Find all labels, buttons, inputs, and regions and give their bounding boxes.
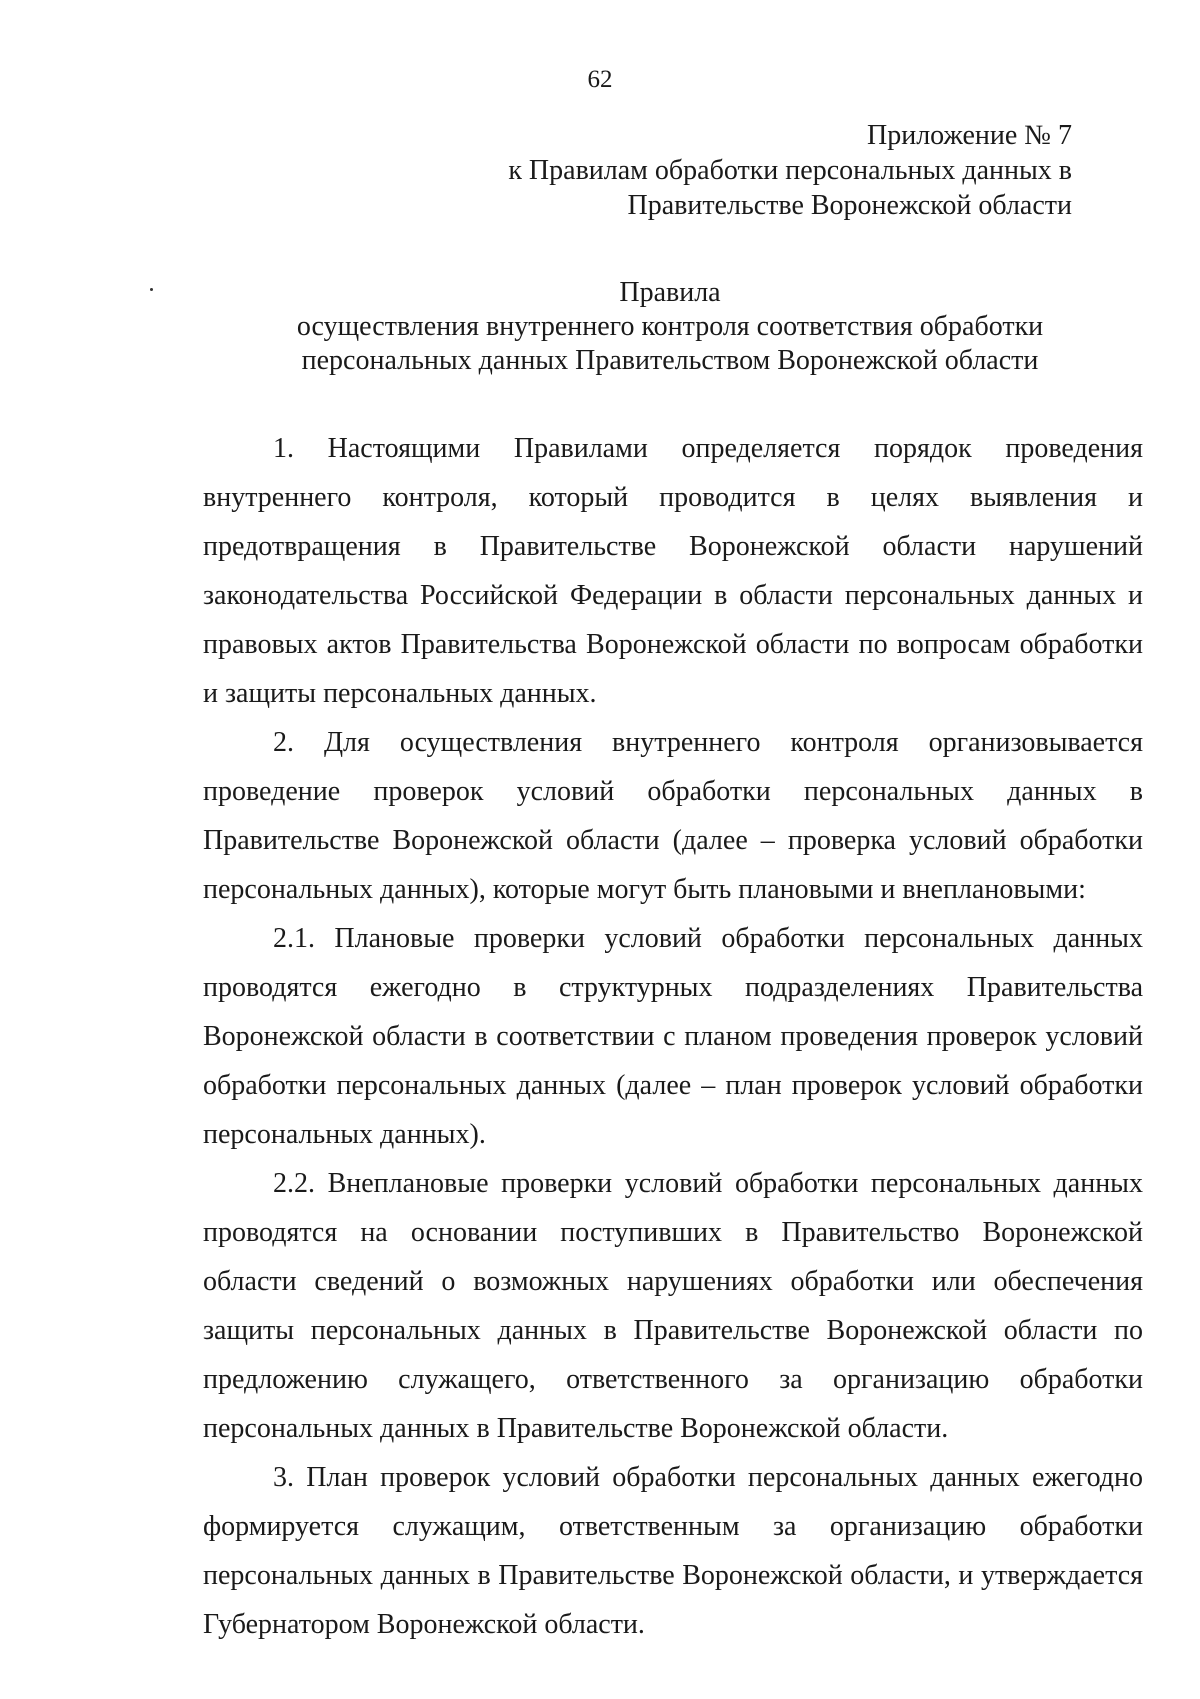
appendix-line-1: Приложение № 7 xyxy=(867,120,1072,151)
title-line-3: персональных данных Правительством Воронежской области xyxy=(301,345,1039,376)
title-line-1: Правила xyxy=(619,277,721,308)
appendix-line-2: к Правилам обработки персональных данных в xyxy=(508,155,1072,186)
paragraph-2-2: 2.2. Внеплановые проверки условий обработки персональных данных проводятся на основании поступивших в Правительство Воронежской области сведений о возможных нарушениях обработки или обеспечения защиты персональных данных в Правительстве Воронежской области по предложению служащего, ответственного за организацию обработки персональных данных в Правительстве Воронежской области. xyxy=(203,1168,1143,1444)
appendix-header xyxy=(372,118,1072,223)
scan-speck xyxy=(150,288,153,291)
paragraph-2: 2. Для осуществления внутреннего контроля организовывается проведение проверок условий обработки персональных данных в Правительстве Воронежской области (далее – проверка условий обработки персональных данных), которые могут быть плановыми и внеплановыми: xyxy=(203,727,1143,905)
paragraph-2-1: 2.1. Плановые проверки условий обработки персональных данных проводятся ежегодно в структурных подразделениях Правительства Воронежской области в соответствии с планом проведения проверок условий обработки персональных данных (далее – план проверок условий обработки персональных данных). xyxy=(203,923,1143,1150)
paragraph-1: 1. Настоящими Правилами определяется порядок проведения внутреннего контроля, который проводится в целях выявления и предотвращения в Правительстве Воронежской области нарушений законодательства Российской Федерации в области персональных данных и правовых актов Правительства Воронежской области по вопросам обработки и защиты персональных данных. xyxy=(203,433,1143,709)
title-line-2: осуществления внутреннего контроля соответствия обработки xyxy=(296,311,1044,342)
document-title xyxy=(200,276,1140,378)
paragraph-3: 3. План проверок условий обработки персональных данных ежегодно формируется служащим, ответственным за организацию обработки персональных данных в Правительстве Воронежской области, и утверждается Губернатором Воронежской области. xyxy=(203,1462,1143,1640)
page-number: 62 xyxy=(587,66,613,93)
document-body xyxy=(203,424,1143,1649)
appendix-line-3: Правительстве Воронежской области xyxy=(627,190,1072,221)
